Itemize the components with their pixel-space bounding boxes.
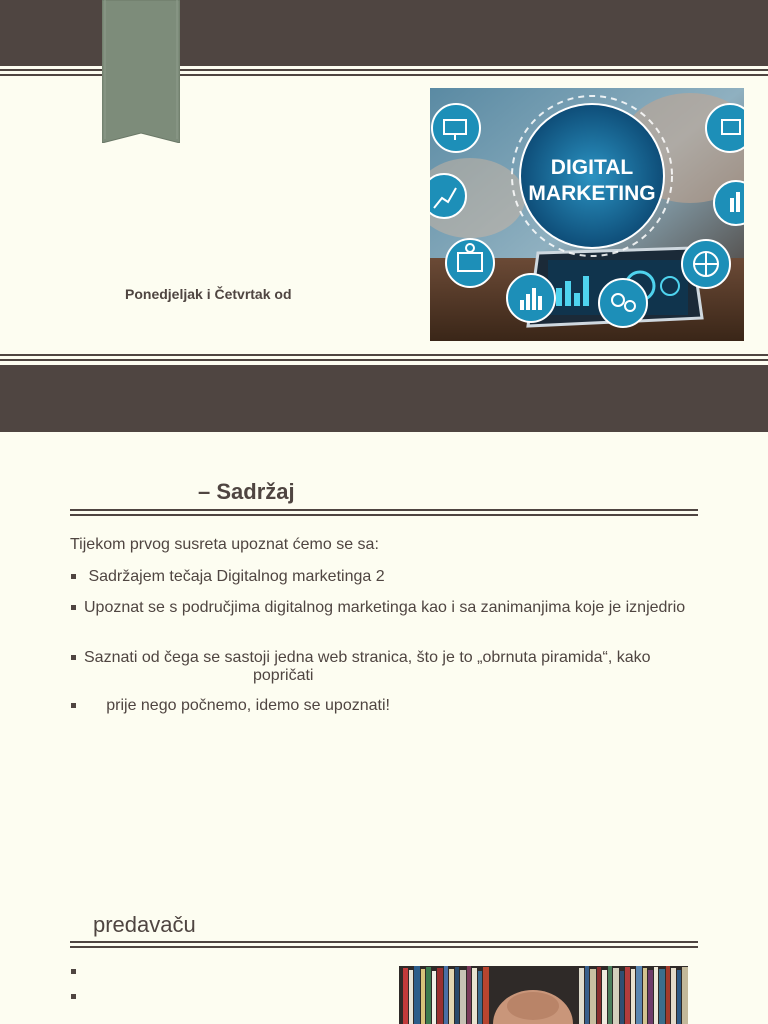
footer-rule-2 [0, 359, 768, 361]
footer-band [0, 365, 768, 432]
bullet-marker [71, 969, 76, 974]
bullet-marker [71, 703, 76, 708]
bullet-marker [71, 605, 76, 610]
lecturer-photo [399, 966, 688, 1024]
slide-2 [0, 432, 768, 1024]
image-title-line1: DIGITAL [550, 156, 634, 179]
footer-rule-1 [0, 354, 768, 356]
bullet-marker [71, 655, 76, 660]
digital-marketing-image [430, 88, 744, 341]
intro-text: Tijekom prvog susreta upoznat ćemo se sa: [70, 536, 379, 553]
lecturer-subtitle: predavaču [93, 912, 196, 937]
slide-1 [0, 0, 768, 432]
bookmark-ribbon-icon [102, 0, 180, 143]
image-title-line2: MARKETING [528, 182, 656, 205]
section-title: – Sadržaj [198, 479, 295, 504]
list-item-text: Upoznat se s područjima digitalnog marketinga kao i sa zanimanjima koje je iznjedrio [84, 599, 686, 616]
list-item-text: Saznati od čega se sastoji jedna web stranica, što je to „obrnuta piramida“, kako [84, 649, 651, 666]
bullet-marker [71, 574, 76, 579]
list-item-text: prije nego počnemo, idemo se upoznati! [84, 697, 390, 714]
schedule-text: Ponedjeljak i Četvrtak od [125, 286, 292, 302]
bullet-marker [71, 994, 76, 999]
list-item-text: Sadržajem tečaja Digitalnog marketinga 2 [84, 568, 385, 585]
list-item-text-continuation: popričati [253, 667, 314, 684]
